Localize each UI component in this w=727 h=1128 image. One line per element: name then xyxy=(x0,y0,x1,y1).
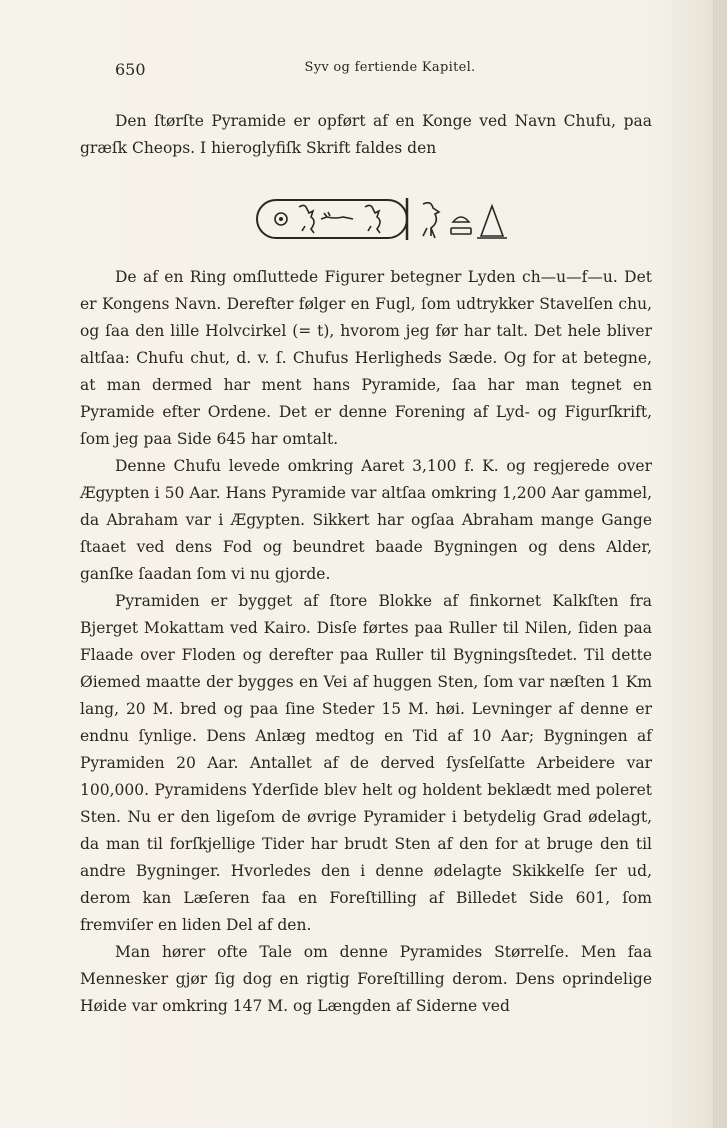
page-edge xyxy=(713,0,727,1128)
hieroglyph-cartouche xyxy=(255,192,515,248)
page-header xyxy=(115,60,665,82)
paragraph: Man hører ofte Tale om denne Pyramides Størrelſe. Men faa Mennesker gjør ſig dog en rigtig Foreſtilling derom. Dens oprindelige Høide var omkring 147 M. og Længden af Siderne ved xyxy=(80,943,652,1015)
paragraph: De af en Ring omſluttede Figurer betegner Lyden ch—u—f—u. Det er Kongens Navn. Derefter følger en Fugl, ſom udtrykker Stavelſen chu, og ſaa den lille Holvcirkel (= t), hvorom jeg før har talt. Det hele bliver altſaa: Chufu chut, d. v. ſ. Chufus Herligheds Sæde. Og for at betegne, at man dermed har ment hans Pyramide, ſaa har man tegnet en Pyramide efter Ordene. Det er denne Forening af Lyd- og Figurſkrift, ſom jeg paa Side 645 har omtalt. xyxy=(80,268,652,448)
paragraph: Denne Chufu levede omkring Aaret 3,100 f. K. og regjerede over Ægypten i 50 Aar. Hans Pyramide var altſaa omkring 1,200 Aar gammel, da Abraham var i Ægypten. Sikkert har ogſaa Abraham mange Gange ſtaaet ved dens Fod og beundret baade Bygningen og dens Alder, ganſke ſaadan ſom vi nu gjorde. xyxy=(80,457,652,583)
intro-paragraph: Den ſtørſte Pyramide er opført af en Konge ved Navn Chufu, paa græſk Cheops. I hieroglyfiſk Skrift faldes den xyxy=(80,112,652,157)
page-number: 650 xyxy=(115,60,146,79)
hieroglyph-illustration xyxy=(255,192,515,248)
body-text xyxy=(80,264,652,1020)
running-title: Syv og fertiende Kapitel. xyxy=(304,60,476,75)
paragraph: Pyramiden er bygget af ſtore Blokke af finkornet Kalkſten fra Bjerget Mokattam ved Kairo. Disſe førtes paa Ruller til Nilen, ſiden paa Flaade over Floden og derefter paa Ruller til Bygningsſtedet. Til dette Øiemed maatte der bygges en Vei af huggen Sten, ſom var næſten 1 Km lang, 20 M. bred og paa ſine Steder 15 M. høi. Levninger af denne er endnu ſynlige. Dens Anlæg medtog en Tid af 10 Aar; Bygningen af Pyramiden 20 Aar. Antallet af de derved ſysſelſatte Arbeidere var 100,000. Pyramidens Yderſide blev helt og holdent beklædt med poleret Sten. Nu er den ligeſom de øvrige Pyramider i betydelig Grad ødelagt, da man til forſkjellige Tider har brudt Sten af den for at bruge den til andre Bygninger. Hvorledes den i denne ødelagte Skikkelſe ſer ud, derom kan Læſeren faa en Foreſtilling af Billedet Side 601, ſom fremviſer en liden Del af den. xyxy=(80,592,652,934)
intro-paragraph-block xyxy=(80,108,652,162)
